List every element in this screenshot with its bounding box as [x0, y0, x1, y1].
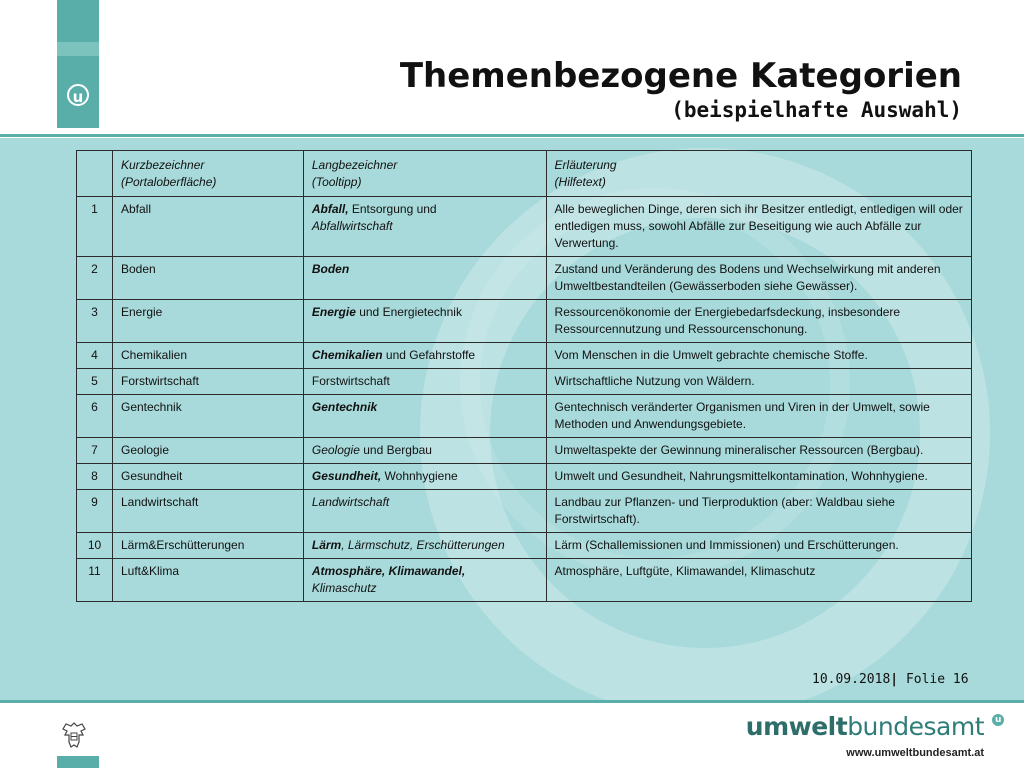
row-number: 9: [77, 490, 113, 533]
slide-footer-date: [812, 672, 969, 688]
row-explanation: Umwelt und Gesundheit, Nahrungsmittelkontamination, Wohnhygiene.: [546, 464, 971, 490]
row-explanation: Ressourcenökonomie der Energiebedarfsdeckung, insbesondere Ressourcennutzung und Ressourcenschonung.: [546, 300, 971, 343]
title-subtitle: (beispielhafte Auswahl): [671, 98, 962, 122]
footer-slide-number: Folie 16: [905, 672, 969, 687]
row-number: 8: [77, 464, 113, 490]
header-explanation: Erläuterung (Hilfetext): [546, 151, 971, 197]
row-explanation: Alle beweglichen Dinge, deren sich ihr Besitzer entledigt, entledigen will oder entledigen muss, sowohl Abfälle zur Beseitigung wie auch Abfälle zur Verwertung.: [546, 197, 971, 257]
table-row: [77, 257, 972, 300]
row-short-name: Lärm&Erschütterungen: [112, 533, 303, 559]
footer-url: www.umweltbundesamt.at: [846, 747, 984, 759]
category-table: [76, 150, 972, 602]
row-short-name: Gentechnik: [112, 395, 303, 438]
row-long-name: Landwirtschaft: [303, 490, 546, 533]
row-number: 10: [77, 533, 113, 559]
row-number: 7: [77, 438, 113, 464]
brand-bar-band: [57, 42, 99, 56]
row-long-name: Gentechnik: [303, 395, 546, 438]
table-row: [77, 464, 972, 490]
umweltbundesamt-logo-icon: u: [67, 84, 89, 106]
table-row: [77, 369, 972, 395]
row-explanation: Umweltaspekte der Gewinnung mineralischer Ressourcen (Bergbau).: [546, 438, 971, 464]
row-number: 6: [77, 395, 113, 438]
row-long-name: Atmosphäre, Klimawandel, Klimaschutz: [303, 559, 546, 602]
umweltbundesamt-wordmark: umweltbundesamt u: [746, 712, 984, 742]
row-number: 2: [77, 257, 113, 300]
table-row: [77, 490, 972, 533]
slide-title: [400, 56, 962, 124]
row-explanation: Wirtschaftliche Nutzung von Wäldern.: [546, 369, 971, 395]
table-row: [77, 395, 972, 438]
footer-separator: |: [890, 672, 899, 687]
row-number: 4: [77, 343, 113, 369]
row-long-name: Energie und Energietechnik: [303, 300, 546, 343]
table-row: [77, 343, 972, 369]
row-short-name: Geologie: [112, 438, 303, 464]
table-row: [77, 438, 972, 464]
table-header-row: [77, 151, 972, 197]
row-short-name: Abfall: [112, 197, 303, 257]
row-number: 1: [77, 197, 113, 257]
table-row: [77, 559, 972, 602]
austrian-eagle-crest-icon: [60, 720, 88, 750]
row-long-name: Boden: [303, 257, 546, 300]
row-short-name: Chemikalien: [112, 343, 303, 369]
row-short-name: Forstwirtschaft: [112, 369, 303, 395]
row-long-name: Abfall, Entsorgung und Abfallwirtschaft: [303, 197, 546, 257]
row-long-name: Chemikalien und Gefahrstoffe: [303, 343, 546, 369]
brand-bar-bottom: [57, 756, 99, 768]
row-short-name: Gesundheit: [112, 464, 303, 490]
brand-bar: [57, 0, 99, 128]
row-explanation: Landbau zur Pflanzen- und Tierproduktion (aber: Waldbau siehe Forstwirtschaft).: [546, 490, 971, 533]
row-explanation: Zustand und Veränderung des Bodens und Wechselwirkung mit anderen Umweltbestandteilen (Gewässerboden siehe Gewässer).: [546, 257, 971, 300]
footer-divider: [0, 700, 1024, 703]
row-short-name: Luft&Klima: [112, 559, 303, 602]
row-explanation: Atmosphäre, Luftgüte, Klimawandel, Klimaschutz: [546, 559, 971, 602]
table-row: [77, 300, 972, 343]
row-explanation: Gentechnisch veränderter Organismen und Viren in der Umwelt, sowie Methoden und Anwendungsgebiete.: [546, 395, 971, 438]
row-number: 11: [77, 559, 113, 602]
row-long-name: Gesundheit, Wohnhygiene: [303, 464, 546, 490]
row-short-name: Energie: [112, 300, 303, 343]
table-row: [77, 533, 972, 559]
footer-date: 10.09.2018: [812, 672, 891, 687]
header-nr: [77, 151, 113, 197]
row-number: 5: [77, 369, 113, 395]
row-long-name: Geologie und Bergbau: [303, 438, 546, 464]
header-short: Kurzbezeichner (Portaloberfläche): [112, 151, 303, 197]
u-logo-icon: u: [992, 714, 1004, 726]
row-short-name: Landwirtschaft: [112, 490, 303, 533]
row-short-name: Boden: [112, 257, 303, 300]
title-main: Themenbezogene Kategorien: [399, 56, 962, 96]
header-long: Langbezeichner (Tooltipp): [303, 151, 546, 197]
title-divider: [0, 134, 1024, 137]
row-long-name: Forstwirtschaft: [303, 369, 546, 395]
table-row: [77, 197, 972, 257]
row-explanation: Vom Menschen in die Umwelt gebrachte chemische Stoffe.: [546, 343, 971, 369]
row-long-name: Lärm, Lärmschutz, Erschütterungen: [303, 533, 546, 559]
row-explanation: Lärm (Schallemissionen und Immissionen) und Erschütterungen.: [546, 533, 971, 559]
row-number: 3: [77, 300, 113, 343]
